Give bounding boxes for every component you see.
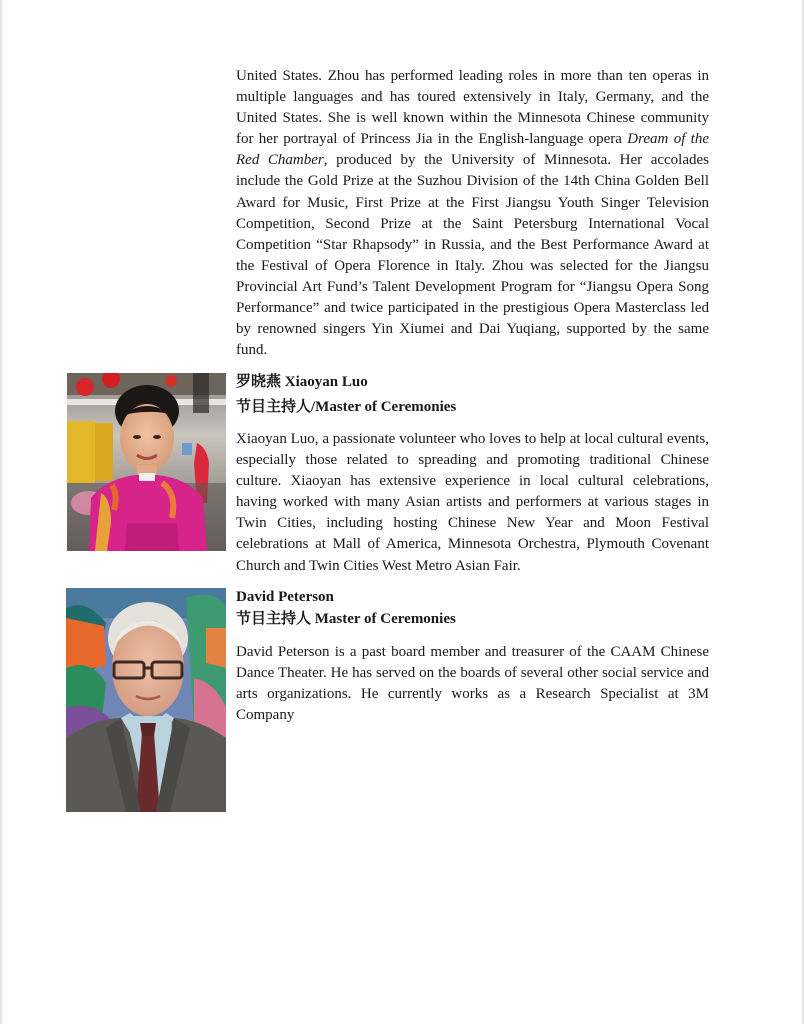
page-edge-left xyxy=(0,0,2,1024)
intro-paragraph xyxy=(236,66,709,361)
portrait-photo-woman-icon xyxy=(67,373,226,551)
xiaoyan-luo-name: 罗晓燕 Xiaoyan Luo xyxy=(236,374,368,390)
xiaoyan-luo-bio: Xiaoyan Luo, a passionate volunteer who loves to help at local cultural events, especially those related to spreading and promoting traditional Chinese culture. Xiaoyan has extensive experience in local cultural celebrations, having worked with many Asian artists and performers at various stages in Twin Cities, including hosting Chinese New Year and Moon Festival celebrations at Mall of America, Minnesota Orchestra, Plymouth Covenant Church and Twin Cities West Metro Asian Fair. xyxy=(236,431,709,574)
david-peterson-bio: David Peterson is a past board member and treasurer of the CAAM Chinese Dance Theater. He has served on the boards of several other social service and arts organizations. He currently works as a Research Specialist at 3M Company xyxy=(236,644,709,724)
xiaoyan-luo-role: 节目主持人/Master of Ceremonies xyxy=(236,399,457,415)
david-peterson-photo xyxy=(66,588,226,812)
david-peterson-name: David Peterson xyxy=(236,589,334,605)
david-peterson-role: 节目主持人 Master of Ceremonies xyxy=(236,611,456,627)
opera-title: Dream of the Red Chamber xyxy=(236,131,709,169)
portrait-photo-man-icon xyxy=(66,588,226,812)
intro-text-part1: United States. Zhou has performed leading roles in more than ten operas in multiple languages and has toured extensively in Italy, Germany, and the United States. She is well known within the Minnesota Chinese community for her portrayal of Princess Jia in the English-language opera xyxy=(236,68,709,148)
intro-text-part2: , produced by the University of Minnesota. Her accolades include the Gold Prize at the Suzhou Division of the 14th China Golden Bell Award for Music, First Prize at the First Jiangsu Youth Singer Television Competition, Second Prize at the Saint Petersburg International Vocal Competition “Star Rhapsody” in Russia, and the Best Performance Award at the Festival of Opera Florence in Italy. Zhou was selected for the Jiangsu Provincial Art Fund’s Talent Development Program for “Jiangsu Opera Song Performance” and twice participated in the prestigious Opera Masterclass led by renowned singers Yin Xiumei and Dai Yuqiang, supported by the same fund. xyxy=(236,152,710,359)
xiaoyan-luo-photo xyxy=(67,373,226,551)
